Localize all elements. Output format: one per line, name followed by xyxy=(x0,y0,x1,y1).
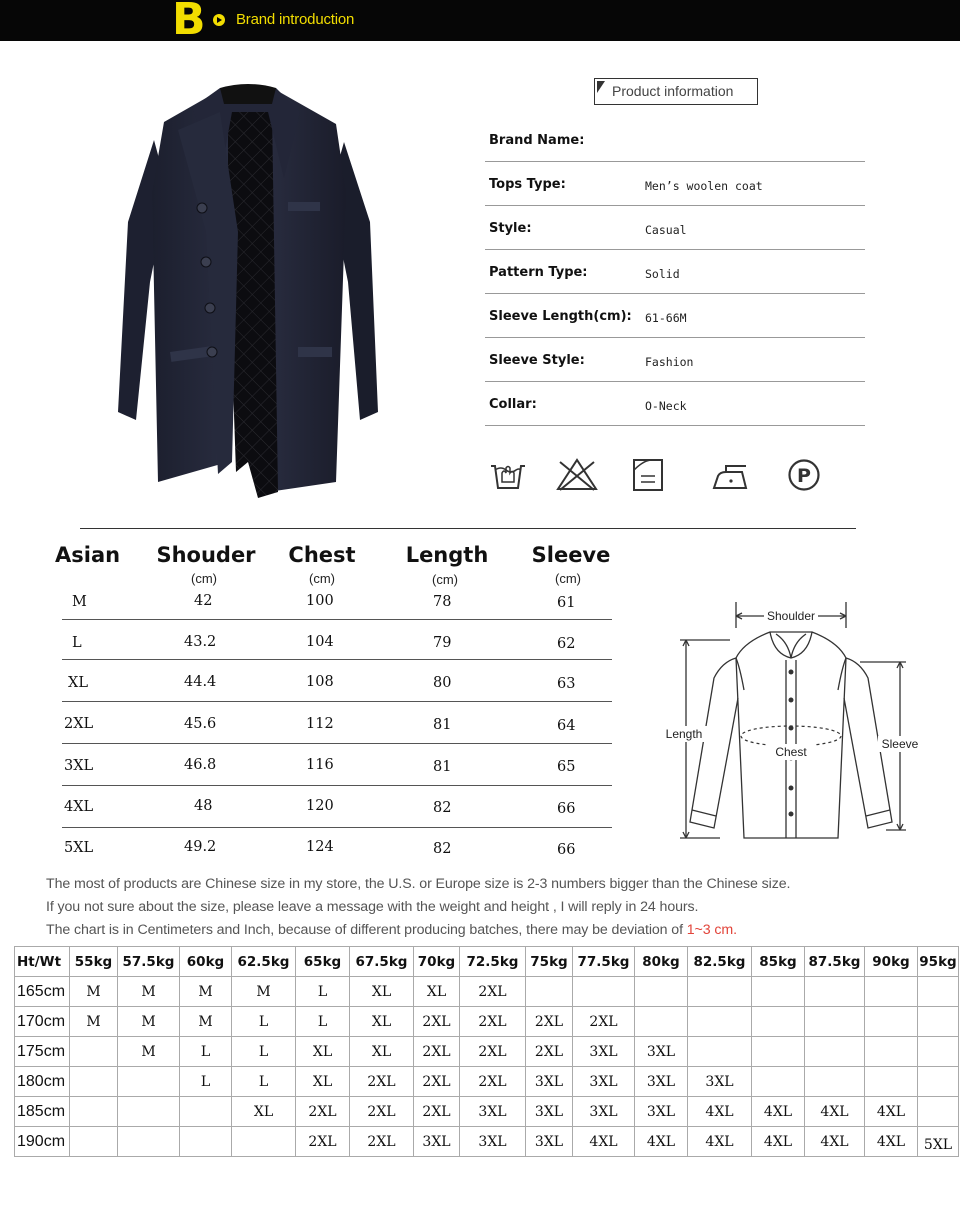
size-cell-asian: 3XL xyxy=(64,758,94,774)
size-cell xyxy=(70,1127,118,1157)
size-cell: 3XL xyxy=(635,1067,688,1097)
dry-clean-p-icon xyxy=(786,456,822,494)
size-cell xyxy=(180,1097,232,1127)
size-cell: L xyxy=(180,1067,232,1097)
info-row-brand xyxy=(485,118,865,162)
size-cell: 4XL xyxy=(752,1097,805,1127)
section-divider xyxy=(80,528,856,529)
size-cell: 2XL xyxy=(460,1067,526,1097)
size-cell: 2XL xyxy=(350,1097,414,1127)
size-cell-chest: 116 xyxy=(306,757,334,773)
size-cell: 3XL xyxy=(460,1097,526,1127)
size-cell: 3XL xyxy=(688,1067,752,1097)
size-cell xyxy=(805,977,865,1007)
weight-header-cell: 57.5kg xyxy=(118,947,180,977)
info-label: Sleeve Length(cm): xyxy=(489,309,632,324)
weight-header-cell: 90kg xyxy=(865,947,918,977)
table-row xyxy=(15,1127,959,1157)
size-cell xyxy=(118,1127,180,1157)
size-cell: 3XL xyxy=(526,1067,573,1097)
size-cell-sleeve: 63 xyxy=(557,676,576,692)
size-cell: 4XL xyxy=(688,1097,752,1127)
size-cell-length: 82 xyxy=(433,800,452,816)
size-cell: 2XL xyxy=(414,1037,460,1067)
size-header-sleeve: Sleeve xyxy=(531,543,611,567)
diagram-label-shoulder: Shoulder xyxy=(766,609,816,623)
size-cell xyxy=(752,1007,805,1037)
size-cell-asian: 2XL xyxy=(64,716,94,732)
weight-header-cell: 65kg xyxy=(296,947,350,977)
info-row-tops-type xyxy=(485,162,865,206)
info-row-pattern xyxy=(485,250,865,294)
size-cell: 3XL xyxy=(573,1037,635,1067)
height-weight-size-table xyxy=(14,946,959,1157)
size-cell xyxy=(752,977,805,1007)
size-cell xyxy=(70,1097,118,1127)
weight-header-cell: 95kg xyxy=(918,947,959,977)
size-unit: (cm) xyxy=(309,571,335,586)
size-cell: 4XL xyxy=(865,1127,918,1157)
coat-photo xyxy=(108,82,400,506)
diagram-label-chest: Chest xyxy=(775,745,807,759)
size-cell: 4XL xyxy=(805,1127,865,1157)
badge-corner-icon xyxy=(597,81,605,93)
weight-header-cell: 62.5kg xyxy=(232,947,296,977)
size-cell xyxy=(180,1127,232,1157)
size-cell-asian: XL xyxy=(68,675,88,691)
weight-header-cell: 75kg xyxy=(526,947,573,977)
size-cell xyxy=(918,1097,959,1127)
size-cell-sleeve: 61 xyxy=(557,595,576,611)
info-label: Sleeve Style: xyxy=(489,353,585,368)
size-unit: (cm) xyxy=(555,571,581,586)
size-cell: L xyxy=(232,1037,296,1067)
size-cell-length: 80 xyxy=(433,675,452,691)
size-cell: M xyxy=(232,977,296,1007)
size-cell xyxy=(752,1067,805,1097)
size-cell xyxy=(635,1007,688,1037)
size-cell-length: 78 xyxy=(433,594,452,610)
size-row xyxy=(62,579,612,620)
size-cell: XL xyxy=(232,1097,296,1127)
brand-letter: B xyxy=(172,0,206,45)
size-cell: L xyxy=(296,977,350,1007)
size-header-asian: Asian xyxy=(55,543,121,567)
size-cell xyxy=(688,977,752,1007)
size-cell-chest: 124 xyxy=(306,839,334,855)
size-cell xyxy=(526,977,573,1007)
size-cell-sleeve: 66 xyxy=(557,801,576,817)
size-cell: 2XL xyxy=(573,1007,635,1037)
size-cell-sleeve: 66 xyxy=(557,842,576,858)
size-cell: M xyxy=(180,1007,232,1037)
info-label: Collar: xyxy=(489,397,537,412)
size-cell: M xyxy=(118,1037,180,1067)
size-cell-length: 79 xyxy=(433,635,452,651)
size-cell xyxy=(635,977,688,1007)
info-row-sleeve-style xyxy=(485,338,865,382)
size-cell-sleeve: 64 xyxy=(557,718,576,734)
size-cell: M xyxy=(118,977,180,1007)
size-cell-chest: 100 xyxy=(306,593,334,609)
weight-header-cell: 60kg xyxy=(180,947,232,977)
table-row xyxy=(15,977,959,1007)
size-cell-asian: M xyxy=(72,594,87,610)
size-cell xyxy=(70,1037,118,1067)
product-info-badge xyxy=(594,78,758,105)
size-cell: 2XL xyxy=(414,1097,460,1127)
size-cell-shoulder: 46.8 xyxy=(184,757,217,773)
note-line-1: The most of products are Chinese size in my store, the U.S. or Europe size is 2-3 numbers bigger than the Chinese size. xyxy=(46,876,791,892)
weight-header-cell: 67.5kg xyxy=(350,947,414,977)
size-cell xyxy=(865,1067,918,1097)
size-cell xyxy=(918,1067,959,1097)
size-cell-length: 81 xyxy=(433,717,452,733)
product-info-table xyxy=(485,118,865,426)
play-circle-icon xyxy=(213,14,225,26)
size-cell: 4XL xyxy=(688,1127,752,1157)
size-cell: 2XL xyxy=(526,1037,573,1067)
size-row xyxy=(62,828,612,868)
size-cell xyxy=(232,1127,296,1157)
size-cell xyxy=(805,1067,865,1097)
size-header-chest: Chest xyxy=(288,543,356,567)
size-cell xyxy=(118,1097,180,1127)
size-cell: 3XL xyxy=(526,1097,573,1127)
dry-flat-icon xyxy=(630,456,666,494)
size-cell: M xyxy=(180,977,232,1007)
diagram-label-sleeve: Sleeve xyxy=(881,737,919,751)
table-row xyxy=(15,1037,959,1067)
size-cell: 2XL xyxy=(414,1007,460,1037)
size-row xyxy=(62,620,612,660)
size-cell-shoulder: 43.2 xyxy=(184,634,217,650)
size-cell-chest: 104 xyxy=(306,634,334,650)
height-cell: 170cm xyxy=(15,1007,70,1037)
size-cell: XL xyxy=(350,977,414,1007)
size-cell: 4XL xyxy=(752,1127,805,1157)
size-cell xyxy=(918,1037,959,1067)
size-cell: 2XL xyxy=(414,1067,460,1097)
size-cell: 3XL xyxy=(573,1097,635,1127)
info-value: Casual xyxy=(645,223,687,237)
weight-header-cell: 82.5kg xyxy=(688,947,752,977)
size-cell xyxy=(918,977,959,1007)
note-line-3-text: The chart is in Centimeters and Inch, because of different producing batches, there may be deviation of xyxy=(46,922,687,938)
size-cell-length: 82 xyxy=(433,841,452,857)
banner-title: Brand introduction xyxy=(236,11,355,28)
size-cell-asian: L xyxy=(72,635,82,651)
table-row xyxy=(15,1007,959,1037)
size-cell: 3XL xyxy=(635,1097,688,1127)
size-cell-shoulder: 48 xyxy=(194,798,213,814)
info-row-collar xyxy=(485,382,865,426)
size-cell: 4XL xyxy=(635,1127,688,1157)
info-label: Style: xyxy=(489,221,532,236)
size-cell: XL xyxy=(296,1067,350,1097)
size-cell xyxy=(573,977,635,1007)
size-cell xyxy=(752,1037,805,1067)
weight-header-cell: 72.5kg xyxy=(460,947,526,977)
size-unit: (cm) xyxy=(191,571,217,586)
note-line-2: If you not sure about the size, please leave a message with the weight and height , I will reply in 24 hours. xyxy=(46,899,699,915)
weight-header-cell: 87.5kg xyxy=(805,947,865,977)
size-cell xyxy=(865,1007,918,1037)
weight-header-cell: 77.5kg xyxy=(573,947,635,977)
iron-low-icon xyxy=(710,456,752,494)
info-value: Solid xyxy=(645,267,680,281)
table-header-row xyxy=(15,947,959,977)
size-cell xyxy=(70,1067,118,1097)
size-header-length: Length xyxy=(405,543,489,567)
size-cell-chest: 108 xyxy=(306,674,334,690)
size-cell-sleeve: 62 xyxy=(557,636,576,652)
info-value: O-Neck xyxy=(645,399,687,413)
height-cell: 180cm xyxy=(15,1067,70,1097)
size-unit: (cm) xyxy=(432,572,458,587)
size-cell: 2XL xyxy=(460,1007,526,1037)
size-cell: XL xyxy=(414,977,460,1007)
size-cell xyxy=(865,977,918,1007)
info-value: Men’s woolen coat xyxy=(645,179,763,193)
size-cell: 4XL xyxy=(865,1097,918,1127)
info-value: 61-66M xyxy=(645,311,687,325)
height-cell: 175cm xyxy=(15,1037,70,1067)
size-row xyxy=(62,702,612,744)
height-cell: 185cm xyxy=(15,1097,70,1127)
info-row-style xyxy=(485,206,865,250)
size-cell: 3XL xyxy=(414,1127,460,1157)
info-row-sleeve-length xyxy=(485,294,865,338)
note-line-3 xyxy=(46,922,737,938)
weight-header-cell: 85kg xyxy=(752,947,805,977)
size-cell: XL xyxy=(350,1037,414,1067)
size-cell: 5XL xyxy=(918,1127,959,1157)
size-cell: 3XL xyxy=(526,1127,573,1157)
size-cell-shoulder: 44.4 xyxy=(184,674,217,690)
size-cell xyxy=(688,1037,752,1067)
size-cell: 2XL xyxy=(296,1127,350,1157)
size-cell-asian: 5XL xyxy=(64,840,94,856)
size-cell: 2XL xyxy=(350,1067,414,1097)
deviation-highlight: 1~3 cm. xyxy=(686,922,737,938)
size-cell: XL xyxy=(350,1007,414,1037)
size-cell-shoulder: 45.6 xyxy=(184,716,217,732)
size-cell: 2XL xyxy=(460,1037,526,1067)
no-bleach-icon xyxy=(554,456,600,494)
size-cell: M xyxy=(70,1007,118,1037)
size-cell: 4XL xyxy=(805,1097,865,1127)
size-cell-length: 81 xyxy=(433,759,452,775)
size-cell: 2XL xyxy=(460,977,526,1007)
weight-header-cell: 55kg xyxy=(70,947,118,977)
size-cell xyxy=(688,1007,752,1037)
size-row xyxy=(62,660,612,702)
size-cell xyxy=(865,1037,918,1067)
size-cell-shoulder: 42 xyxy=(194,593,213,609)
weight-header-cell: 80kg xyxy=(635,947,688,977)
size-cell-sleeve: 65 xyxy=(557,759,576,775)
diagram-label-length: Length xyxy=(665,727,703,741)
product-info-title: Product information xyxy=(612,83,734,99)
size-row xyxy=(62,744,612,786)
hand-wash-icon xyxy=(488,456,528,494)
size-header-shoulder: Shouder xyxy=(156,543,256,567)
size-cell: XL xyxy=(296,1037,350,1067)
height-cell: 165cm xyxy=(15,977,70,1007)
size-cell-chest: 112 xyxy=(306,716,334,732)
table-row xyxy=(15,1097,959,1127)
size-cell: L xyxy=(296,1007,350,1037)
size-cell-asian: 4XL xyxy=(64,799,94,815)
size-cell: L xyxy=(232,1007,296,1037)
size-cell: 3XL xyxy=(460,1127,526,1157)
size-cell xyxy=(918,1007,959,1037)
table-row xyxy=(15,1067,959,1097)
size-cell xyxy=(805,1007,865,1037)
info-label: Pattern Type: xyxy=(489,265,588,280)
height-cell: 190cm xyxy=(15,1127,70,1157)
size-cell: 3XL xyxy=(573,1067,635,1097)
size-cell: L xyxy=(180,1037,232,1067)
brand-banner xyxy=(0,0,960,45)
size-cell xyxy=(805,1037,865,1067)
info-label: Brand Name: xyxy=(489,133,585,148)
size-cell xyxy=(118,1067,180,1097)
weight-header-cell: 70kg xyxy=(414,947,460,977)
size-cell-shoulder: 49.2 xyxy=(184,839,217,855)
size-cell: 4XL xyxy=(573,1127,635,1157)
size-cell: M xyxy=(118,1007,180,1037)
measurement-diagram xyxy=(660,598,922,846)
size-cell: 2XL xyxy=(296,1097,350,1127)
size-cell: 3XL xyxy=(635,1037,688,1067)
size-cell: L xyxy=(232,1067,296,1097)
info-label: Tops Type: xyxy=(489,177,566,192)
size-cell-chest: 120 xyxy=(306,798,334,814)
dry-clean-letter: P xyxy=(797,465,811,487)
size-cell: 2XL xyxy=(526,1007,573,1037)
size-cell: M xyxy=(70,977,118,1007)
size-row xyxy=(62,786,612,828)
size-cell: 2XL xyxy=(350,1127,414,1157)
info-value: Fashion xyxy=(645,355,694,369)
table-corner-cell: Ht/Wt xyxy=(15,947,70,977)
